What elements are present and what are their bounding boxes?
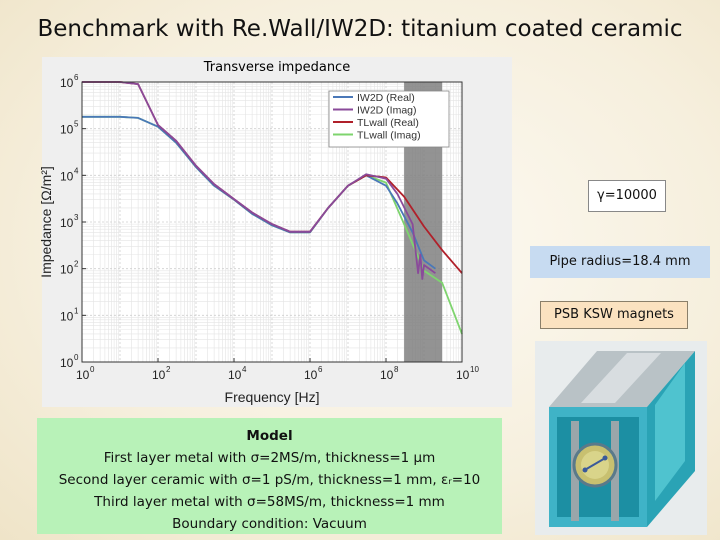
y-tick-exponent: 3 [74,213,79,222]
y-tick-exponent: 1 [74,306,79,316]
model-title: Model [246,428,293,444]
y-tick-exponent: 0 [74,353,79,362]
model-line-1: First layer metal with σ=2MS/m, thickness=1 µm [103,450,436,466]
x-tick-label: 10 [76,368,90,382]
model-line-2: Second layer ceramic with σ=1 pS/m, thickness=1 mm, εᵣ=10 [58,472,481,488]
x-tick-exponent: 4 [242,365,247,374]
x-axis-label: Frequency [Hz] [224,389,320,405]
legend-label: TLwall (Real) [357,117,419,129]
magnet-render-image [535,341,707,535]
model-line-3: Third layer metal with σ=58MS/m, thickness=1 mm [94,494,445,510]
y-tick-label: 10 [60,122,74,137]
chart-title: Transverse impedance [203,60,351,75]
x-tick-exponent: 0 [90,365,95,374]
pipe-radius-label: Pipe radius=18.4 mm [530,246,710,278]
legend-label: IW2D (Imag) [357,104,417,117]
y-tick-label: 10 [60,309,74,324]
y-tick-label: 10 [60,169,74,184]
x-tick-exponent: 2 [166,365,171,374]
x-tick-exponent: 8 [394,365,399,374]
impedance-chart [38,57,512,407]
x-tick-exponent: 6 [318,365,323,374]
x-tick-label: 10 [304,368,318,382]
y-tick-label: 10 [60,356,74,370]
y-tick-exponent: 2 [74,259,79,269]
legend-label: IW2D (Real) [357,92,415,104]
legend-label: TLwall (Imag) [357,129,421,142]
model-line-4: Boundary condition: Vacuum [172,516,367,532]
y-tick-label: 10 [60,76,74,90]
magnets-label: PSB KSW magnets [540,301,688,329]
y-tick-label: 10 [60,216,74,230]
slide-title: Benchmark with Re.Wall/IW2D: titanium coated ceramic [37,16,683,42]
y-tick-exponent: 4 [74,166,79,176]
y-tick-exponent: 5 [74,119,79,129]
x-tick-label: 10 [228,368,242,382]
x-tick-label: 10 [152,368,166,382]
x-tick-label: 10 [380,368,394,382]
y-tick-exponent: 6 [74,73,79,82]
x-tick-label: 10 [456,368,470,382]
y-tick-label: 10 [60,262,74,277]
x-tick-exponent: 10 [470,365,479,374]
gamma-label: γ=10000 [588,180,666,212]
model-description [37,418,502,534]
y-axis-label: Impedance [Ω/m²] [38,166,54,278]
